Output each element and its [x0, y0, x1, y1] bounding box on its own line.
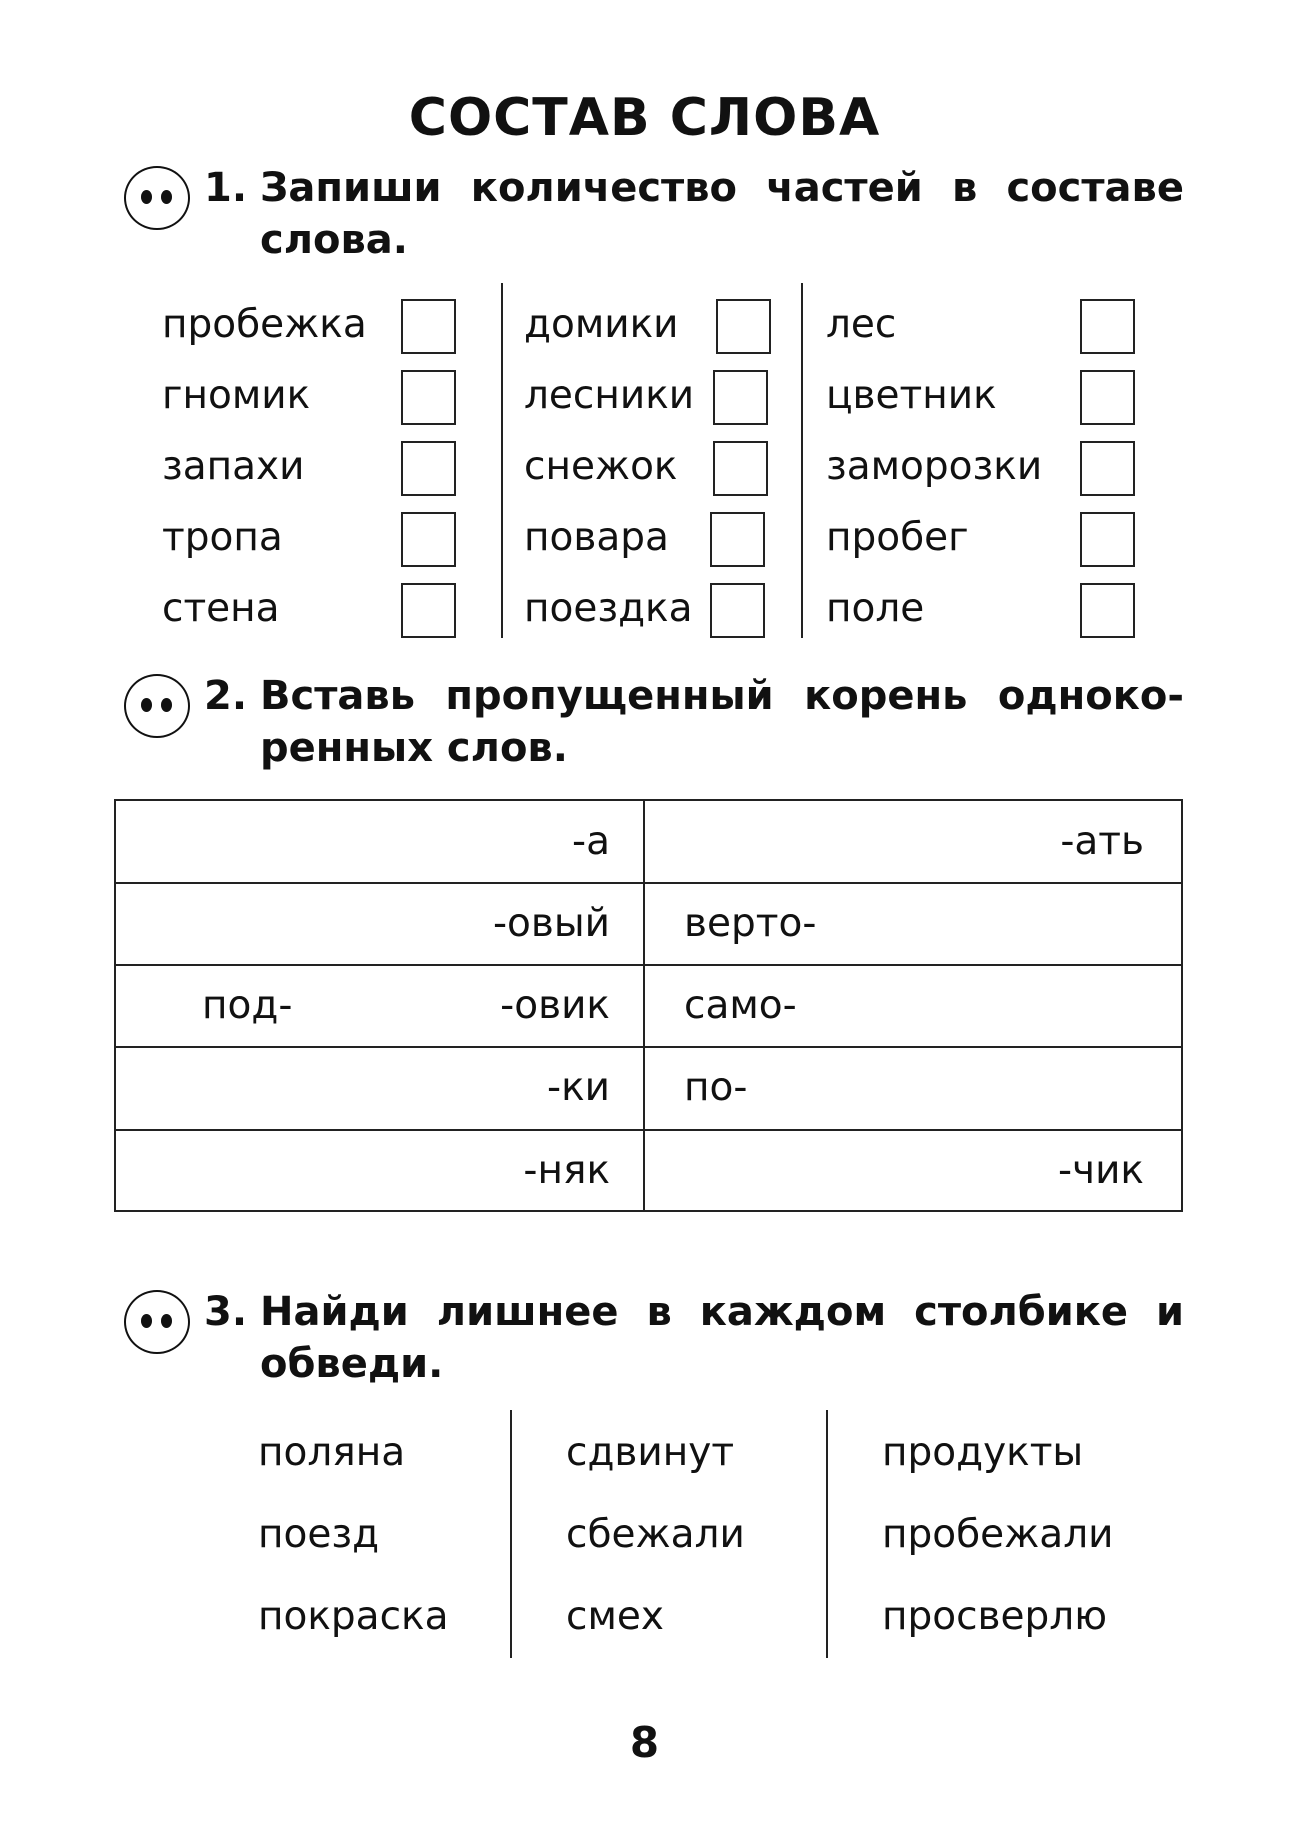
word[interactable]: сдвинут	[566, 1430, 735, 1475]
answer-box[interactable]	[713, 441, 768, 496]
face-icon	[124, 1290, 190, 1354]
root-table	[114, 799, 1183, 1212]
task2-number: 2.	[204, 673, 248, 719]
word: лесники	[524, 373, 695, 418]
left-suffix: -овый	[492, 901, 610, 946]
word: гномик	[162, 373, 311, 418]
answer-box[interactable]	[710, 583, 765, 638]
word: цветник	[826, 373, 997, 418]
column-divider	[826, 1410, 828, 1658]
row-divider	[116, 1046, 1181, 1048]
word[interactable]: смех	[566, 1594, 664, 1639]
left-suffix: -няк	[523, 1148, 610, 1193]
column-divider	[510, 1410, 512, 1658]
task3-number: 3.	[204, 1289, 248, 1335]
task1-number: 1.	[204, 165, 248, 211]
face-icon	[124, 166, 190, 230]
word: повара	[524, 515, 669, 560]
answer-box[interactable]	[713, 370, 768, 425]
left-suffix: -ки	[547, 1065, 610, 1110]
word[interactable]: поезд	[258, 1512, 380, 1557]
answer-box[interactable]	[401, 512, 456, 567]
column-divider	[501, 283, 503, 638]
row-divider	[116, 964, 1181, 966]
column-divider	[801, 283, 803, 638]
word: запахи	[162, 444, 305, 489]
answer-box[interactable]	[1080, 299, 1135, 354]
table-divider	[643, 801, 645, 1210]
word: снежок	[524, 444, 678, 489]
task3-heading	[204, 1286, 1184, 1390]
task2-text-line2: ренных слов.	[260, 725, 568, 771]
face-icon	[124, 674, 190, 738]
page-title: СОСТАВ СЛОВА	[408, 88, 881, 148]
answer-box[interactable]	[1080, 512, 1135, 567]
row-divider	[116, 882, 1181, 884]
task2-heading	[204, 670, 1184, 774]
task1-text-line2: слова.	[260, 217, 408, 263]
task2-text-line1: Вставь пропущенный корень одноко-	[260, 673, 1184, 719]
left-suffix: -а	[572, 819, 610, 864]
left-prefix: под-	[202, 983, 293, 1028]
right-suffix: -чик	[1057, 1148, 1144, 1193]
right-prefix: верто-	[684, 901, 817, 946]
word[interactable]: поляна	[258, 1430, 406, 1475]
left-suffix: -овик	[500, 983, 610, 1028]
word: лес	[826, 302, 897, 347]
answer-box[interactable]	[710, 512, 765, 567]
answer-box[interactable]	[401, 441, 456, 496]
task3-text-line1: Найди лишнее в каждом столбике и	[260, 1289, 1184, 1335]
answer-box[interactable]	[401, 370, 456, 425]
word[interactable]: пробежали	[882, 1512, 1114, 1557]
word[interactable]: сбежали	[566, 1512, 745, 1557]
word: пробежка	[162, 302, 367, 347]
page-number: 8	[629, 1718, 660, 1767]
answer-box[interactable]	[1080, 583, 1135, 638]
task1-text-line1: Запиши количество частей в составе	[260, 165, 1184, 211]
answer-box[interactable]	[1080, 441, 1135, 496]
answer-box[interactable]	[716, 299, 771, 354]
task3-text-line2: обведи.	[260, 1341, 444, 1387]
word: стена	[162, 586, 280, 631]
right-suffix: -ать	[1060, 819, 1144, 864]
word: заморозки	[826, 444, 1043, 489]
row-divider	[116, 1129, 1181, 1131]
task1-heading	[204, 162, 1184, 266]
right-prefix: по-	[684, 1065, 748, 1110]
word: домики	[524, 302, 679, 347]
right-prefix: само-	[684, 983, 797, 1028]
word: поездка	[524, 586, 693, 631]
answer-box[interactable]	[1080, 370, 1135, 425]
word: поле	[826, 586, 925, 631]
answer-box[interactable]	[401, 583, 456, 638]
word[interactable]: покраска	[258, 1594, 449, 1639]
word: тропа	[162, 515, 283, 560]
word: пробег	[826, 515, 969, 560]
word[interactable]: продукты	[882, 1430, 1084, 1475]
word[interactable]: просверлю	[882, 1594, 1108, 1639]
answer-box[interactable]	[401, 299, 456, 354]
